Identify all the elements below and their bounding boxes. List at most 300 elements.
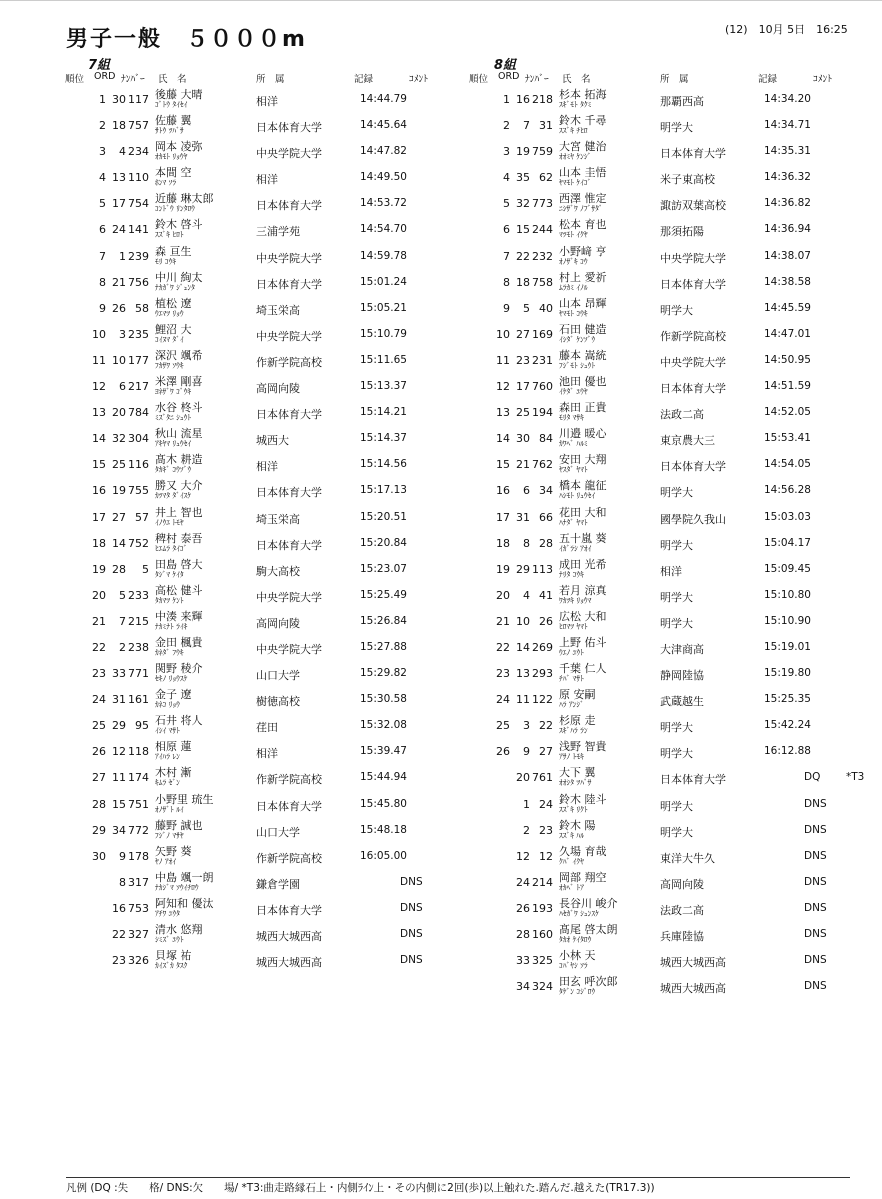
result-comment: DNS	[804, 980, 827, 993]
result-ord: 12	[112, 745, 126, 759]
result-ord: 21	[112, 275, 126, 289]
result-rank: 10	[496, 327, 510, 341]
result-comment: DNS	[804, 823, 827, 836]
athlete-name: 川邉 暖心	[559, 427, 607, 441]
result-bib: 761	[532, 771, 553, 785]
result-ord: 9	[119, 849, 126, 863]
result-ord: 13	[516, 667, 530, 681]
result-rank: 28	[92, 797, 106, 811]
result-ord: 32	[112, 432, 126, 446]
result-time: 15:05.21	[360, 301, 407, 314]
result-bib: 41	[539, 588, 553, 602]
athlete-name: 本間 空	[155, 166, 192, 180]
result-row	[64, 503, 469, 529]
athlete-name: 佐藤 翼	[155, 114, 192, 128]
athlete-name: 矢野 葵	[155, 844, 192, 858]
result-time: 15:53.41	[764, 432, 811, 445]
athlete-name: 中湊 来輝	[155, 609, 203, 623]
result-row	[468, 111, 873, 137]
athlete-name: 関野 稜介	[155, 662, 203, 676]
result-rank: 22	[496, 640, 510, 654]
athlete-kana: ｱﾁﾜ ﾕｳﾀ	[155, 908, 180, 918]
result-row	[468, 972, 873, 998]
result-rank: 20	[92, 588, 106, 602]
athlete-team: 樹徳高校	[256, 695, 300, 709]
athlete-kana: ｺﾞﾄｳ ﾀｲｾｲ	[155, 100, 188, 109]
athlete-team: 作新学院高校	[256, 355, 322, 369]
result-ord: 6	[119, 380, 126, 394]
athlete-team: 中央学院大学	[660, 251, 726, 265]
header-name: 氏 名	[562, 74, 591, 85]
result-row	[64, 346, 469, 372]
result-bib: 122	[532, 693, 553, 707]
result-ord: 13	[112, 171, 126, 185]
result-row	[64, 790, 469, 816]
column-header	[64, 71, 469, 85]
athlete-kana: ﾑﾗｶﾐ ｲﾉﾙ	[559, 282, 588, 292]
result-bib: 326	[128, 954, 149, 968]
result-bib: 141	[128, 223, 149, 237]
athlete-kana: ｵｵﾐﾔ ｹﾝｼﾞ	[559, 152, 592, 162]
result-time: 15:29.82	[360, 667, 407, 680]
result-rank: 6	[99, 223, 106, 237]
athlete-team: 武蔵越生	[660, 695, 704, 709]
athlete-name: 藤野 誠也	[155, 818, 203, 832]
result-bib: 5	[142, 562, 149, 576]
athlete-name: 秋山 流星	[155, 427, 203, 441]
athlete-kana: ｺﾝﾄﾞｳ ﾘﾝﾀﾛｳ	[155, 204, 195, 214]
result-ord: 24	[112, 223, 126, 237]
result-row	[468, 398, 873, 424]
athlete-kana: ｵﾉｻﾞﾄ ﾙｲ	[155, 804, 184, 814]
result-row	[64, 659, 469, 685]
athlete-kana: ｽｽﾞｷ ﾁﾋﾛ	[559, 126, 588, 136]
result-rank: 11	[496, 353, 510, 367]
result-comment: DNS	[804, 849, 827, 862]
result-ord: 28	[516, 928, 530, 941]
athlete-name: 上野 佑斗	[559, 635, 607, 649]
result-rank: 25	[92, 719, 106, 733]
result-row	[64, 398, 469, 424]
athlete-team: 相洋	[256, 95, 278, 108]
result-bib: 233	[128, 588, 149, 602]
athlete-kana: ﾋｴﾑﾗ ﾀｲｺﾞ	[155, 543, 188, 553]
result-time: 15:14.37	[360, 432, 407, 445]
result-ord: 7	[119, 614, 126, 628]
result-rank: 15	[92, 458, 106, 472]
result-rank: 7	[99, 249, 106, 263]
athlete-name: 金田 楓貴	[155, 635, 203, 649]
athlete-kana: ｱｷﾔﾏ ﾘｭｳｾｲ	[155, 439, 192, 449]
athlete-team: 日本体育大学	[256, 903, 322, 917]
result-rank: 10	[92, 327, 106, 341]
athlete-kana: ｲﾉｳｴ ﾄﾓﾔ	[155, 517, 184, 527]
result-row	[64, 842, 469, 868]
athlete-team: 作新学院高校	[660, 329, 726, 343]
result-row	[64, 137, 469, 163]
result-row	[64, 85, 469, 111]
header-time: 記録	[758, 74, 778, 85]
result-rank: 6	[503, 223, 510, 237]
athlete-name: 中川 絢太	[155, 270, 203, 284]
result-bib: 784	[128, 406, 149, 420]
athlete-team: 明学大	[660, 590, 693, 604]
result-ord: 34	[516, 980, 530, 994]
result-comment: DNS	[804, 875, 827, 888]
result-ord: 20	[112, 406, 126, 420]
result-time: 15:11.65	[360, 353, 407, 366]
header-rank: 順位	[469, 74, 489, 85]
result-ord: 8	[119, 875, 126, 889]
result-ord: 25	[516, 406, 530, 420]
athlete-team: 埼玉栄高	[256, 512, 300, 526]
athlete-name: 杉原 走	[559, 714, 596, 728]
result-rank: 9	[99, 301, 106, 315]
athlete-name: 大下 翼	[559, 766, 596, 780]
athlete-name: 久場 育哉	[559, 844, 607, 858]
result-time: 14:52.05	[764, 406, 811, 419]
athlete-team: 山口大学	[256, 669, 300, 683]
athlete-name: 木村 漸	[155, 766, 192, 780]
athlete-team: 城西大城西高	[660, 956, 726, 970]
athlete-team: 相洋	[256, 747, 278, 761]
result-rank: 29	[92, 823, 106, 837]
result-bib: 239	[128, 249, 149, 263]
result-row	[468, 607, 873, 633]
athlete-team: 日本体育大学	[256, 408, 322, 422]
athlete-team: 日本体育大学	[660, 382, 726, 396]
result-row	[64, 763, 469, 789]
result-row	[64, 163, 469, 189]
athlete-kana: ﾋﾛﾏﾂ ﾔﾏﾄ	[559, 621, 588, 631]
result-rank: 27	[92, 771, 106, 785]
result-rank: 24	[92, 693, 106, 707]
result-bib: 234	[128, 145, 149, 159]
result-ord: 27	[516, 327, 530, 341]
result-comment: DQ	[804, 771, 821, 784]
result-bib: 269	[532, 640, 553, 654]
athlete-kana: ｳｴﾏﾂ ﾘｮｳ	[155, 308, 184, 318]
result-ord: 10	[112, 353, 126, 367]
athlete-name: 原 安嗣	[559, 688, 596, 702]
result-row	[64, 294, 469, 320]
athlete-name: 田島 啓大	[155, 557, 203, 571]
result-time: 14:34.71	[764, 119, 811, 132]
result-rank: 9	[503, 301, 510, 315]
athlete-kana: ﾊﾅﾀﾞ ﾔﾏﾄ	[559, 517, 588, 527]
athlete-team: 山口大学	[256, 825, 300, 839]
result-bib: 317	[128, 875, 149, 889]
result-row	[468, 424, 873, 450]
header-note: ｺﾒﾝﾄ	[409, 74, 429, 85]
result-ord: 33	[112, 667, 126, 681]
athlete-name: 小野里 琉生	[155, 792, 214, 806]
result-bib: 95	[135, 719, 149, 733]
result-bib: 214	[532, 875, 553, 889]
athlete-team: 中央学院大学	[660, 355, 726, 369]
result-time: 14:45.64	[360, 119, 407, 132]
athlete-kana: ﾊｼﾓﾄ ﾘｭｳｾｲ	[559, 491, 596, 501]
result-time: 15:27.88	[360, 640, 407, 653]
result-bib: 178	[128, 849, 149, 863]
result-bib: 62	[539, 171, 553, 185]
athlete-kana: ﾀｶｵ ｹｲﾀﾛｳ	[559, 935, 592, 944]
result-time: 15:14.56	[360, 458, 407, 471]
athlete-name: 稗村 泰吾	[155, 531, 203, 545]
result-bib: 118	[128, 745, 149, 759]
athlete-team: 明学大	[660, 799, 693, 813]
athlete-name: 深沢 颯希	[155, 348, 203, 362]
athlete-name: 鈴木 陸斗	[559, 792, 607, 806]
result-time: 14:49.50	[360, 171, 407, 184]
athlete-name: 清水 悠翔	[155, 923, 203, 936]
result-ord: 1	[119, 249, 126, 263]
athlete-name: 貝塚 祐	[155, 949, 192, 963]
result-time: 14:45.59	[764, 301, 811, 314]
result-rank: 24	[496, 693, 510, 707]
athlete-name: 鈴木 千尋	[559, 114, 607, 128]
result-time: 14:50.95	[764, 353, 811, 366]
athlete-name: 広松 大和	[559, 609, 607, 623]
result-row	[468, 163, 873, 189]
result-ord: 1	[523, 797, 530, 811]
result-bib: 110	[128, 171, 149, 185]
athlete-kana: ﾔﾏﾓﾄ ｹｲｺﾞ	[559, 178, 592, 188]
result-bib: 244	[532, 223, 553, 237]
athlete-name: 長谷川 峻介	[559, 896, 618, 910]
athlete-name: 井上 智也	[155, 505, 203, 519]
result-row	[468, 215, 873, 241]
result-ord: 15	[112, 797, 126, 811]
result-ord: 16	[112, 901, 126, 915]
result-row	[468, 503, 873, 529]
athlete-name: 勝又 大介	[155, 479, 203, 493]
result-time: 15:17.13	[360, 484, 407, 497]
result-time: 14:59.78	[360, 249, 407, 262]
result-row	[468, 476, 873, 502]
result-bib: 757	[128, 119, 149, 133]
result-row	[468, 816, 873, 842]
result-rank: 18	[496, 536, 510, 550]
athlete-team: 那覇西高	[660, 95, 704, 108]
result-time: 15:01.24	[360, 275, 407, 288]
athlete-kana: ﾏﾂﾓﾄ ｲｸﾔ	[559, 230, 588, 240]
athlete-name: 鯉沼 大	[155, 322, 192, 336]
timestamp: (12) 10月 5日 16:25	[725, 23, 848, 36]
result-ord: 34	[112, 823, 126, 837]
result-rank: 3	[503, 145, 510, 159]
result-bib: 58	[135, 301, 149, 315]
result-row	[64, 607, 469, 633]
result-time: 15:26.84	[360, 614, 407, 627]
athlete-kana: ﾔﾏﾓﾄ ｺｳｷ	[559, 308, 588, 318]
result-rank: 8	[503, 275, 510, 289]
result-ord: 2	[523, 823, 530, 837]
result-row	[468, 920, 873, 946]
result-rank: 17	[92, 510, 106, 524]
result-row	[468, 346, 873, 372]
result-rank: 19	[496, 562, 510, 576]
athlete-kana: ﾌｼﾞﾉ ﾏｻﾔ	[155, 830, 184, 840]
result-ord: 21	[516, 458, 530, 472]
result-ord: 31	[516, 510, 530, 524]
result-time: 15:10.79	[360, 327, 407, 340]
results-list	[64, 85, 469, 972]
result-ord: 22	[516, 249, 530, 263]
result-bib: 194	[532, 406, 553, 420]
result-bib: 26	[539, 614, 553, 628]
result-time: 14:38.07	[764, 249, 811, 262]
result-bib: 755	[128, 484, 149, 498]
athlete-name: 千葉 仁人	[559, 662, 607, 676]
result-rank: 8	[99, 275, 106, 289]
result-bib: 759	[532, 145, 553, 159]
result-rank: 26	[92, 745, 106, 759]
result-ord: 25	[112, 458, 126, 472]
result-ord: 14	[112, 536, 126, 550]
result-ord: 11	[516, 693, 530, 707]
athlete-team: 明学大	[660, 747, 693, 761]
athlete-kana: ｶﾂﾏﾀ ﾀﾞｲｽｹ	[155, 491, 192, 501]
athlete-team: 城西大城西高	[256, 930, 322, 943]
result-row	[468, 85, 873, 111]
result-rank: 16	[496, 484, 510, 498]
result-bib: 773	[532, 197, 553, 211]
result-row	[468, 946, 873, 972]
athlete-team: 作新学院高校	[256, 773, 322, 787]
athlete-team: 日本体育大学	[660, 147, 726, 161]
result-bib: 771	[128, 667, 149, 681]
athlete-name: 石田 健造	[559, 322, 607, 336]
result-row	[64, 685, 469, 711]
result-row	[64, 372, 469, 398]
result-ord: 4	[119, 145, 126, 159]
result-time: 15:09.45	[764, 562, 811, 575]
result-row	[468, 242, 873, 268]
result-row	[468, 450, 873, 476]
result-ord: 2	[119, 640, 126, 654]
result-rank: 5	[503, 197, 510, 211]
result-ord: 26	[112, 301, 126, 315]
result-row	[468, 763, 873, 789]
athlete-kana: ﾖﾈｻﾞﾜ ｺﾞｳｷ	[155, 387, 192, 397]
athlete-name: 森 亘生	[155, 244, 192, 258]
result-ord: 33	[516, 954, 530, 968]
result-row	[64, 215, 469, 241]
result-time: 15:42.24	[764, 719, 811, 732]
result-time: 15:20.51	[360, 510, 407, 523]
result-ord: 11	[112, 771, 126, 785]
athlete-kana: ｾｷﾉ ﾘｮｳｽｹ	[155, 674, 188, 684]
result-time: 14:54.70	[360, 223, 407, 236]
result-row	[468, 737, 873, 763]
result-ord: 15	[516, 223, 530, 237]
result-bib: 31	[539, 119, 553, 133]
athlete-name: 村上 愛祈	[559, 270, 607, 284]
result-rank: 12	[92, 380, 106, 394]
result-row	[468, 685, 873, 711]
result-bib: 304	[128, 432, 149, 446]
result-comment: DNS	[400, 901, 423, 914]
athlete-team: 東洋大牛久	[660, 851, 715, 865]
athlete-team: 明学大	[660, 616, 693, 630]
result-time: 14:53.72	[360, 197, 407, 210]
result-comment: DNS	[804, 901, 827, 914]
header-team: 所 属	[256, 74, 285, 85]
athlete-team: 日本体育大学	[256, 486, 322, 500]
athlete-kana: ﾌｶｻﾜ ｿｳｷ	[155, 360, 184, 370]
header-rank: 順位	[65, 74, 85, 85]
result-comment: DNS	[804, 954, 827, 967]
result-time: 14:44.79	[360, 93, 407, 105]
result-rank: 13	[496, 406, 510, 420]
athlete-kana: ﾎﾝﾏ ｿﾗ	[155, 178, 177, 188]
result-ord: 26	[516, 901, 530, 915]
athlete-kana: ｶﾈｺ ﾘｮｳ	[155, 700, 180, 710]
result-ord: 5	[523, 301, 530, 315]
header-team: 所 属	[660, 74, 689, 85]
athlete-kana: ｱｻﾉ ﾄﾓｷ	[559, 752, 584, 762]
result-ord: 22	[112, 928, 126, 941]
result-rank: 4	[99, 171, 106, 185]
result-time: 15:23.07	[360, 562, 407, 575]
result-row	[64, 450, 469, 476]
athlete-name: 山本 昂輝	[559, 296, 607, 310]
athlete-team: 中央学院大学	[256, 642, 322, 656]
result-bib: 218	[532, 93, 553, 106]
result-ord: 27	[112, 510, 126, 524]
result-ord: 6	[523, 484, 530, 498]
result-bib: 324	[532, 980, 553, 994]
athlete-kana: ﾁﾊﾞ ﾏｻﾄ	[559, 674, 584, 684]
athlete-name: 田玄 呼次郎	[559, 975, 618, 989]
result-ord: 24	[516, 875, 530, 889]
result-time: 15:20.84	[360, 536, 407, 549]
result-bib: 293	[532, 667, 553, 681]
athlete-kana: ｺﾊﾞﾔｼ ｿﾗ	[559, 961, 588, 971]
athlete-name: 髙尾 啓太朗	[559, 923, 618, 936]
athlete-name: 浅野 智貴	[559, 740, 607, 754]
result-rank: 23	[496, 667, 510, 681]
results-list	[468, 85, 873, 998]
result-row	[64, 946, 469, 972]
result-ord: 19	[112, 484, 126, 498]
result-row	[468, 894, 873, 920]
result-time: 15:10.80	[764, 588, 811, 601]
athlete-name: 西澤 惟定	[559, 192, 607, 206]
athlete-team: 法政二高	[660, 408, 704, 422]
athlete-kana: ｲｼﾀﾞ ｹﾝｿﾞｳ	[559, 334, 596, 344]
result-row	[64, 111, 469, 137]
result-bib: 34	[539, 484, 553, 498]
athlete-kana: ﾜｶﾂｷ ﾘｮｳﾏ	[559, 595, 592, 605]
result-ord: 18	[112, 119, 126, 133]
header-name: 氏 名	[158, 74, 187, 85]
result-rank: 1	[99, 93, 106, 106]
header-time: 記録	[354, 74, 374, 85]
result-bib: 758	[532, 275, 553, 289]
athlete-team: 日本体育大学	[256, 277, 322, 291]
result-time: 15:19.80	[764, 667, 811, 680]
result-row	[468, 581, 873, 607]
athlete-name: 米澤 剛喜	[155, 375, 203, 389]
result-ord: 17	[516, 380, 530, 394]
result-time: 14:36.82	[764, 197, 811, 210]
result-row	[468, 372, 873, 398]
athlete-kana: ｼﾐｽﾞ ﾕｳﾄ	[155, 935, 184, 944]
result-rank: 25	[496, 719, 510, 733]
result-row	[64, 737, 469, 763]
